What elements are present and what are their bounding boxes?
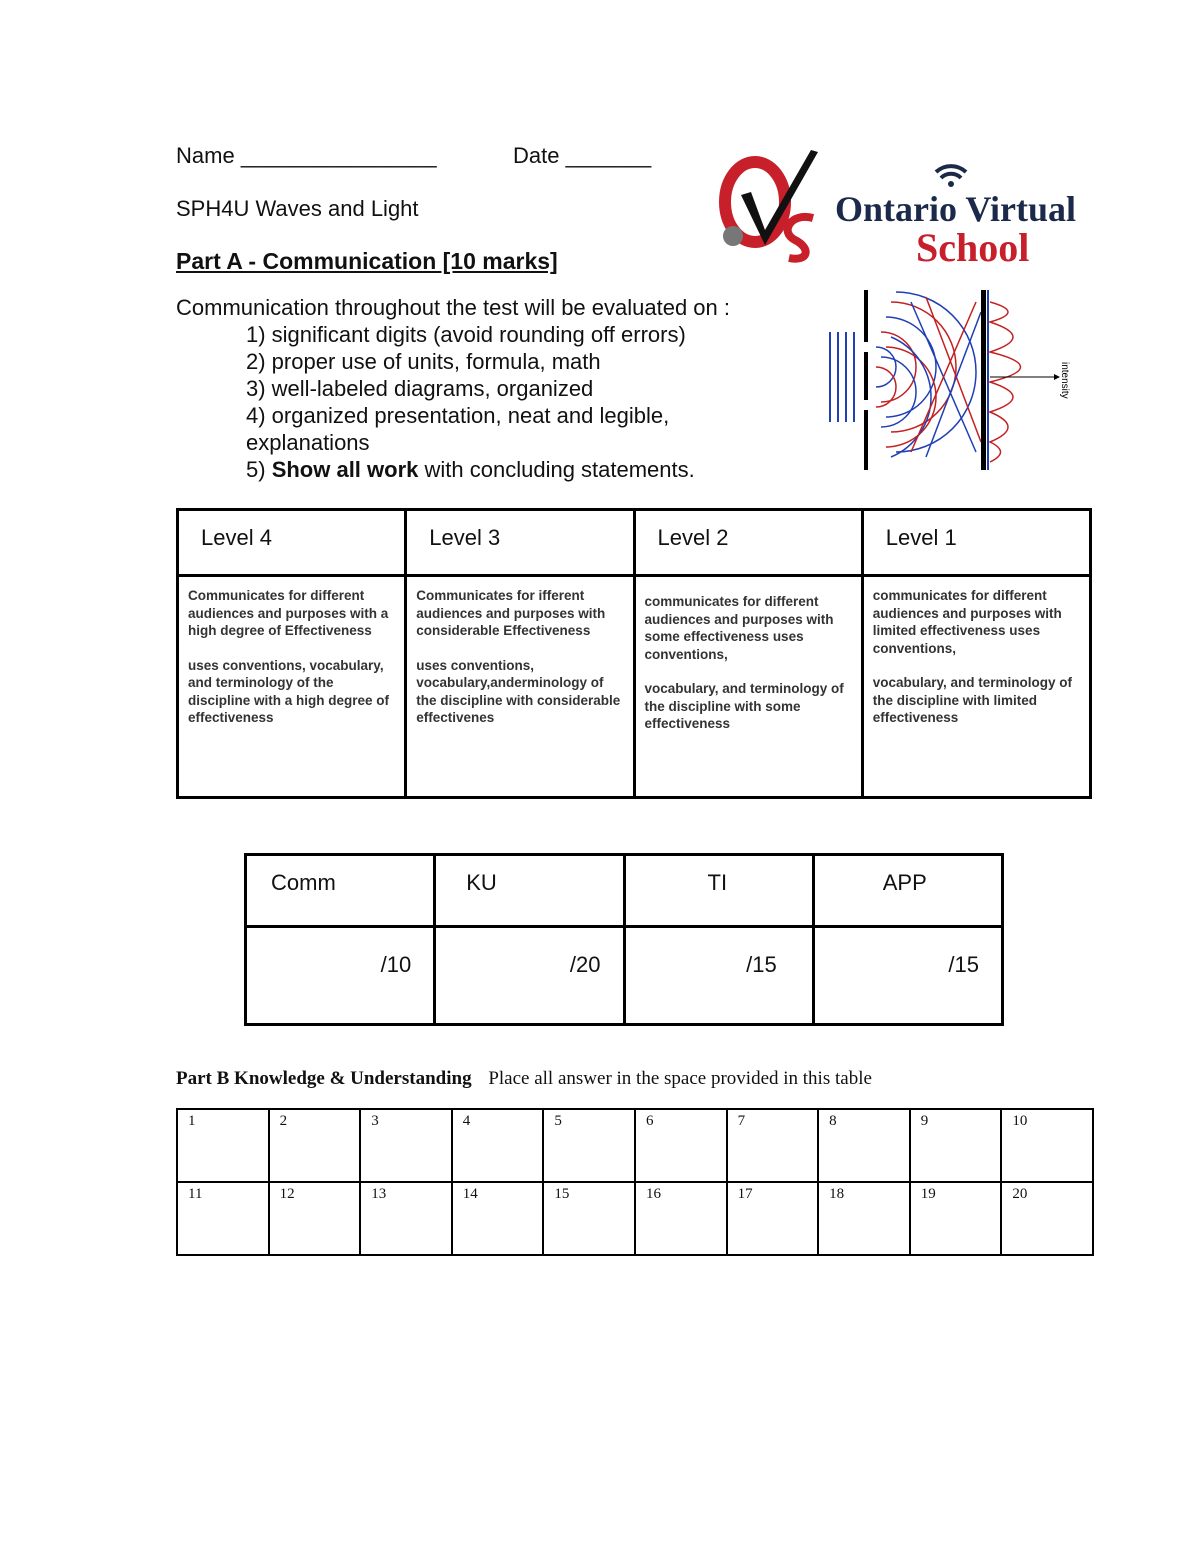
marks-header-ti: TI: [624, 855, 813, 927]
rubric-desc-text: Communicates for ifferent audiences and purposes with considerable Effectiveness: [416, 588, 606, 638]
rubric-level-1: Level 1: [862, 510, 1090, 576]
answer-cell[interactable]: 18: [818, 1182, 910, 1255]
marks-header-comm: Comm: [246, 855, 435, 927]
marks-score-ku[interactable]: /20: [435, 927, 624, 1025]
answer-cell[interactable]: 10: [1001, 1109, 1093, 1182]
criterion-4-cont: explanations: [246, 430, 370, 455]
part-b-heading: [176, 1068, 872, 1090]
answer-cell[interactable]: 9: [910, 1109, 1002, 1182]
criterion-4: 4) organized presentation, neat and legible,: [246, 403, 670, 428]
marks-header-row: [246, 855, 1003, 927]
answer-row-1: [177, 1109, 1093, 1182]
answer-cell[interactable]: 7: [727, 1109, 819, 1182]
incident-wavefronts: [830, 332, 854, 422]
rubric-desc-level-4: [178, 576, 406, 798]
criterion-5: 5) Show all work with concluding statements.: [246, 457, 695, 482]
marks-header-app: APP: [813, 855, 1002, 927]
rubric-level-4: Level 4: [178, 510, 406, 576]
name-label: Name: [176, 143, 235, 168]
rubric-desc-level-2: [634, 576, 862, 798]
rubric-header-row: [178, 510, 1091, 576]
marks-score-row: [246, 927, 1003, 1025]
name-field: [176, 143, 437, 169]
rubric-desc-text: communicates for different audiences and purposes with some effectiveness uses conventions,: [644, 594, 834, 662]
logo-s-shape: [788, 217, 813, 259]
intensity-label: intensity: [1059, 362, 1070, 399]
date-field: [513, 143, 651, 169]
logo-text-line1: Ontario Virtual: [835, 189, 1076, 229]
rubric-desc-level-1: [862, 576, 1090, 798]
answer-cell[interactable]: 6: [635, 1109, 727, 1182]
answer-cell[interactable]: 13: [360, 1182, 452, 1255]
course-title: SPH4U Waves and Light: [176, 196, 419, 221]
rubric-level-2: Level 2: [634, 510, 862, 576]
answer-cell[interactable]: 16: [635, 1182, 727, 1255]
slit-barrier: [862, 290, 870, 470]
marks-summary-table: [244, 853, 1004, 1026]
answer-cell[interactable]: 4: [452, 1109, 544, 1182]
answer-cell[interactable]: 11: [177, 1182, 269, 1255]
part-a-title: Part A - Communication [10 marks]: [176, 248, 558, 274]
answer-cell[interactable]: 15: [543, 1182, 635, 1255]
name-blank[interactable]: ________________: [240, 143, 437, 168]
rubric-desc-text: vocabulary, and terminology of the discipline with some effectiveness: [644, 681, 844, 731]
rubric-desc-text: Communicates for different audiences and purposes with a high degree of Effectiveness: [188, 588, 389, 638]
criterion-1: 1) significant digits (avoid rounding off errors): [246, 322, 686, 347]
logo-text-line2: School: [916, 225, 1030, 270]
criterion-5-bold: Show all work: [271, 457, 419, 482]
part-b-title: Part B Knowledge & Understanding: [176, 1068, 472, 1089]
criterion-2: 2) proper use of units, formula, math: [246, 349, 601, 374]
marks-header-ku: KU: [435, 855, 624, 927]
intensity-pattern: [990, 302, 1021, 462]
rubric-desc-text: uses conventions, vocabulary, and terminology of the discipline with a high degree of effectiveness: [188, 657, 390, 725]
answer-cell[interactable]: 5: [543, 1109, 635, 1182]
date-blank[interactable]: _______: [565, 143, 652, 168]
marks-score-comm[interactable]: /10: [246, 927, 435, 1025]
communication-intro: Communication throughout the test will be evaluated on :: [176, 295, 730, 320]
answer-cell[interactable]: 20: [1001, 1182, 1093, 1255]
answer-cell[interactable]: 8: [818, 1109, 910, 1182]
marks-score-app[interactable]: /15: [813, 927, 1002, 1025]
wifi-icon: [936, 166, 966, 178]
part-b-instruction: Place all answer in the space provided in this table: [488, 1068, 872, 1089]
screen: [981, 290, 988, 470]
rubric-level-3: Level 3: [406, 510, 634, 576]
answer-grid-table: [176, 1108, 1094, 1256]
criteria-list: [246, 321, 695, 483]
rubric-desc-text: uses conventions, vocabulary,anderminology of the discipline with considerable effectivenes: [416, 657, 621, 725]
answer-row-2: [177, 1182, 1093, 1255]
date-label: Date: [513, 143, 560, 168]
answer-cell[interactable]: 2: [269, 1109, 361, 1182]
criterion-3: 3) well-labeled diagrams, organized: [246, 376, 594, 401]
rubric-description-row: [178, 576, 1091, 798]
ontario-virtual-school-logo: [713, 140, 1143, 270]
rubric-desc-text: communicates for different audiences and purposes with limited effectiveness uses conventions,: [872, 588, 1062, 656]
search-badge-icon: [723, 226, 743, 246]
answer-cell[interactable]: 14: [452, 1182, 544, 1255]
rubric-desc-text: vocabulary, and terminology of the discipline with limited effectiveness: [872, 675, 1073, 725]
answer-cell[interactable]: 19: [910, 1182, 1002, 1255]
answer-cell[interactable]: 3: [360, 1109, 452, 1182]
answer-cell[interactable]: 1: [177, 1109, 269, 1182]
rubric-desc-level-3: [406, 576, 634, 798]
interference-waves: [876, 292, 981, 457]
answer-cell[interactable]: 17: [727, 1182, 819, 1255]
answer-cell[interactable]: 12: [269, 1182, 361, 1255]
communication-rubric-table: [176, 508, 1092, 799]
marks-score-ti[interactable]: /15: [624, 927, 813, 1025]
double-slit-interference-diagram: [826, 282, 1088, 472]
